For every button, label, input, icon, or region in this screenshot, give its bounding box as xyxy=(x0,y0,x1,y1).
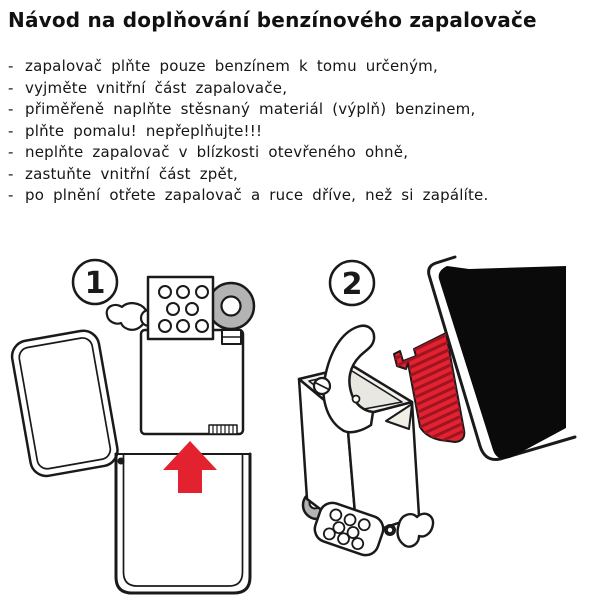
page-title: Návod na doplňování benzínového zapalovače xyxy=(8,8,537,32)
instruction-text: po plnění otřete zapalovač a ruce dříve, než si zapálíte. xyxy=(25,186,489,204)
dash-bullet: - xyxy=(8,100,14,118)
figure-step-1 xyxy=(10,260,254,593)
step-number: 1 xyxy=(84,266,106,301)
dash-bullet: - xyxy=(8,121,14,140)
lighter-lid xyxy=(10,328,120,478)
instruction-text: přiměřeně naplňte stěsnaný materiál (výplň) benzinem, xyxy=(25,100,476,118)
instruction-text: plňte pomalu! nepřeplňujte!!! xyxy=(25,121,263,140)
lighter-insert xyxy=(107,277,254,434)
instruction-text: zapalovač plňte pouze benzínem k tomu určeným, xyxy=(25,57,438,75)
dash-bullet: - xyxy=(8,186,14,204)
instruction-list xyxy=(8,56,594,207)
instruction-item xyxy=(8,99,594,121)
step-2-badge xyxy=(330,261,374,305)
up-arrow-icon xyxy=(163,441,217,493)
dash-bullet: - xyxy=(8,57,14,75)
step-1-badge xyxy=(73,260,117,304)
instruction-item xyxy=(8,185,594,207)
instruction-item xyxy=(8,164,594,186)
dash-bullet: - xyxy=(8,143,14,161)
instruction-text: neplňte zapalovač v blízkosti otevřeného ohně, xyxy=(25,143,409,161)
instruction-item xyxy=(8,78,594,100)
flint-screw xyxy=(314,378,330,394)
dash-bullet: - xyxy=(8,164,14,183)
instruction-item xyxy=(8,56,594,78)
chimney xyxy=(148,277,213,339)
figure-step-2 xyxy=(299,257,575,559)
cam-lever xyxy=(398,514,434,547)
instruction-text: zastuňte vnitřní část zpět, xyxy=(25,164,239,183)
illustrations xyxy=(0,238,600,600)
step-number: 2 xyxy=(341,267,363,302)
instruction-item xyxy=(8,121,594,143)
dash-bullet: - xyxy=(8,78,14,97)
instruction-item xyxy=(8,142,594,164)
instruction-text: vyjměte vnitřní část zapalovače, xyxy=(25,78,288,97)
insert-body xyxy=(141,330,243,434)
hinge-pin xyxy=(384,524,396,536)
flap-hole xyxy=(353,396,360,403)
flint-tube-serration xyxy=(209,425,237,434)
